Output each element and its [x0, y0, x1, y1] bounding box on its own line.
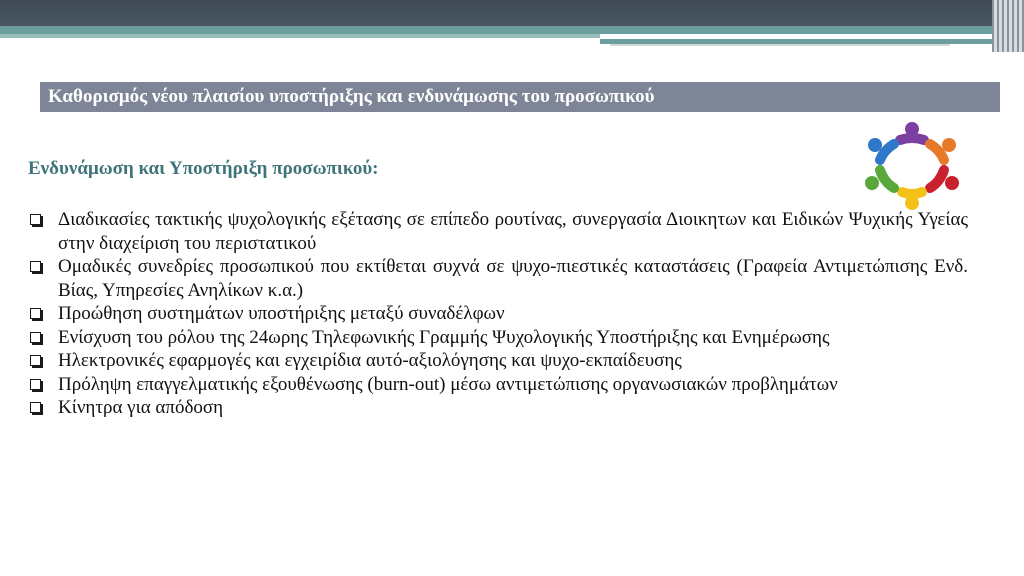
list-item-text: Διαδικασίες τακτικής ψυχολογικής εξέτασης σε επίπεδο ρουτίνας, συνεργασία Διοικητων και Ειδικών Ψυχικής Υγείας στην διαχείριση του περιστατικού: [58, 209, 968, 254]
slide-title: Καθορισμός νέου πλαισίου υποστήριξης και ενδυνάμωσης του προσωπικού: [40, 82, 1000, 112]
list-item-text: Κίνητρα για απόδοση: [58, 397, 224, 418]
checkbox-bullet-icon: [30, 261, 41, 272]
list-item-text: Ηλεκτρονικές εφαρμογές και εγχειρίδια αυτό-αξιολόγησης και ψυχο-εκπαίδευσης: [58, 350, 682, 371]
list-item: [28, 208, 968, 255]
checkbox-bullet-icon: [30, 332, 41, 343]
bullet-list: [28, 208, 968, 420]
list-item: [28, 396, 968, 420]
list-item: [28, 373, 968, 397]
list-item-text: Προώθηση συστημάτων υποστήριξης μεταξύ συναδέλφων: [58, 303, 505, 324]
header-teal-band-light: [0, 34, 600, 38]
people-circle-icon: [856, 120, 968, 210]
list-item: [28, 326, 968, 350]
list-item-text: Πρόληψη επαγγελματικής εξουθένωσης (burn-out) μέσω αντιμετώπισης οργανωσιακών προβλημάτων: [58, 373, 838, 395]
checkbox-bullet-icon: [30, 308, 41, 319]
checkbox-bullet-icon: [30, 379, 41, 390]
checkbox-bullet-icon: [30, 355, 41, 366]
list-item: [28, 302, 968, 326]
checkbox-bullet-icon: [30, 402, 41, 413]
list-item-text: Ομαδικές συνεδρίες προσωπικού που εκτίθεται συχνά σε ψυχο-πιεστικές καταστάσεις (Γραφεία Αντιμετώπισης Ενδ. Βίας, Υπηρεσίες Ανηλίκων κ.α.): [58, 256, 968, 301]
checkbox-bullet-icon: [30, 214, 41, 225]
list-item-text: Ενίσχυση του ρόλου της 24ωρης Τηλεφωνικής Γραμμής Ψυχολογικής Υποστήριξης και Ενημέρωσης: [58, 326, 830, 348]
header-stripes: [992, 0, 1024, 52]
header-dark-band: [0, 0, 1024, 26]
header-thin-line: [610, 44, 950, 46]
list-item: [28, 349, 968, 373]
header-teal-band: [0, 26, 1000, 34]
slide-subtitle: Ενδυνάμωση και Υποστήριξη προσωπικού:: [28, 158, 379, 179]
list-item: [28, 255, 968, 302]
